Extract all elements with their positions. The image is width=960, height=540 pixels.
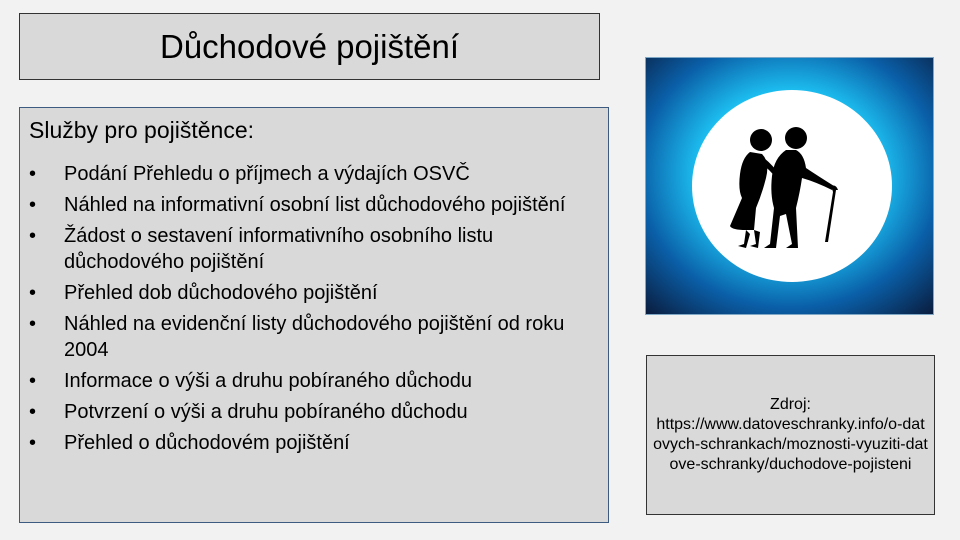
list-item	[29, 223, 598, 275]
bullet-icon: •	[29, 370, 37, 392]
list-item-text: Žádost o sestavení informativního osobního listu důchodového pojištění	[64, 225, 494, 273]
list-item	[29, 192, 598, 218]
elderly-couple-icon	[646, 58, 933, 314]
services-list	[29, 161, 598, 456]
bullet-icon: •	[29, 432, 37, 454]
source-url[interactable]: https://www.datoveschranky.info/o-datovych-schrankach/moznosti-vyuziti-datove-schranky/duchodove-pojisteni	[653, 416, 928, 473]
list-item	[29, 161, 598, 187]
list-item-text: Podání Přehledu o příjmech a výdajích OSVČ	[64, 163, 470, 185]
source-note	[646, 355, 935, 515]
services-heading: Služby pro pojištěnce:	[29, 117, 255, 143]
list-item	[29, 311, 598, 363]
elderly-couple-image	[645, 57, 934, 315]
bullet-icon: •	[29, 282, 37, 304]
list-item	[29, 430, 598, 456]
bullet-icon: •	[29, 163, 37, 185]
bullet-icon: •	[29, 194, 37, 216]
bullet-icon: •	[29, 225, 37, 247]
list-item-text: Náhled na informativní osobní list důchodového pojištění	[64, 194, 566, 216]
bullet-icon: •	[29, 313, 37, 335]
list-item-text: Náhled na evidenční listy důchodového pojištění od roku 2004	[64, 313, 565, 361]
list-item	[29, 399, 598, 425]
services-panel	[19, 107, 609, 523]
slide-title: Důchodové pojištění	[19, 13, 600, 80]
list-item-text: Přehled o důchodovém pojištění	[64, 432, 350, 454]
list-item-text: Informace o výši a druhu pobíraného důchodu	[64, 370, 473, 392]
list-item	[29, 280, 598, 306]
list-item-text: Přehled dob důchodového pojištění	[64, 282, 378, 304]
bullet-icon: •	[29, 401, 37, 423]
source-label: Zdroj:	[770, 396, 811, 413]
list-item-text: Potvrzení o výši a druhu pobíraného důchodu	[64, 401, 468, 423]
list-item	[29, 368, 598, 394]
